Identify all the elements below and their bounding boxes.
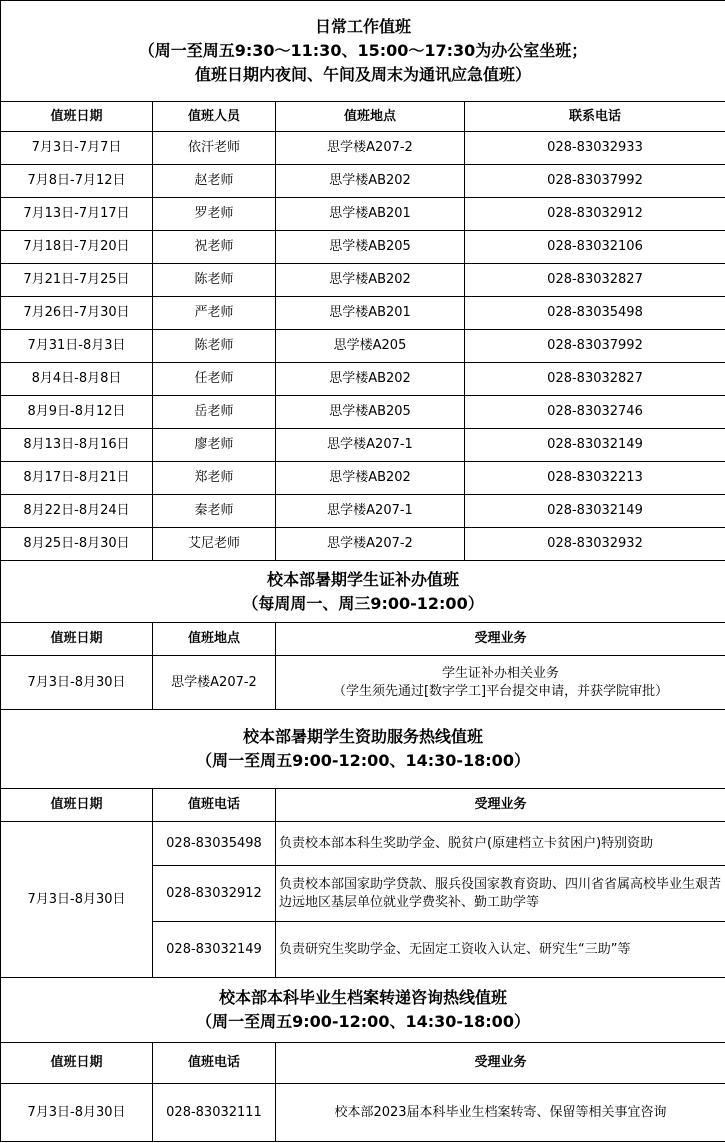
- header-duty-date: 值班日期: [1, 102, 153, 132]
- table-row: [1, 822, 725, 866]
- header-business: 受理业务: [276, 1043, 725, 1084]
- cell-date: 7月18日-7月20日: [1, 231, 153, 264]
- cell-date: 7月21日-7月25日: [1, 264, 153, 297]
- table-row: [1, 363, 725, 396]
- cell-date: 7月3日-7月7日: [1, 132, 153, 165]
- section1-title-line: 值班日期内夜间、午间及周末为通讯应急值班）: [195, 65, 532, 84]
- section3-title-line: （周一至周五9:00-12:00、14:30-18:00）: [196, 751, 530, 770]
- cell-phone: 028-83032106: [465, 231, 725, 264]
- section2-title: [1, 561, 725, 623]
- cell-place: 思学楼AB202: [276, 462, 465, 495]
- cell-place: 思学楼AB205: [276, 396, 465, 429]
- business-line: （学生须先通过[数字学工]平台提交申请，并获学院审批）: [332, 683, 669, 699]
- cell-phone: 028-83032827: [465, 363, 725, 396]
- section1-title: [1, 1, 725, 102]
- cell-phone: 028-83032149: [465, 495, 725, 528]
- table-row: [1, 330, 725, 363]
- cell-date: 8月4日-8月8日: [1, 363, 153, 396]
- cell-business: 负责研究生奖助学金、无固定工资收入认定、研究生“三助”等: [276, 922, 725, 978]
- cell-date: 7月3日-8月30日: [1, 822, 153, 978]
- section1-title-line: （周一至周五9:30～11:30、15:00～17:30为办公室坐班；: [138, 41, 588, 60]
- header-duty-phone: 值班电话: [153, 1043, 276, 1084]
- table-row: [1, 231, 725, 264]
- cell-date: 7月26日-7月30日: [1, 297, 153, 330]
- header-duty-date: 值班日期: [1, 789, 153, 822]
- table-row: [1, 429, 725, 462]
- table-row: [1, 165, 725, 198]
- cell-date: 7月3日-8月30日: [1, 1084, 153, 1142]
- cell-date: 8月13日-8月16日: [1, 429, 153, 462]
- table-row: [1, 528, 725, 561]
- cell-person: 任老师: [153, 363, 276, 396]
- cell-phone: 028-83032213: [465, 462, 725, 495]
- header-duty-date: 值班日期: [1, 1043, 153, 1084]
- section3-title-line: 校本部暑期学生资助服务热线值班: [243, 727, 484, 746]
- cell-place: 思学楼AB202: [276, 165, 465, 198]
- cell-person: 赵老师: [153, 165, 276, 198]
- cell-place: 思学楼AB202: [276, 363, 465, 396]
- header-duty-person: 值班人员: [153, 102, 276, 132]
- cell-phone: 028-83032912: [465, 198, 725, 231]
- cell-place: 思学楼A207-1: [276, 495, 465, 528]
- cell-place: 思学楼A207-2: [153, 656, 276, 710]
- section2-title-line: （每周周一、周三9:00-12:00）: [242, 593, 484, 613]
- cell-date: 8月17日-8月21日: [1, 462, 153, 495]
- cell-phone: 028-83037992: [465, 330, 725, 363]
- cell-person: 郑老师: [153, 462, 276, 495]
- header-duty-place: 值班地点: [276, 102, 465, 132]
- cell-person: 艾尼老师: [153, 528, 276, 561]
- header-duty-place: 值班地点: [153, 623, 276, 656]
- business-line: 学生证补办相关业务: [442, 665, 560, 681]
- cell-date: 7月31日-8月3日: [1, 330, 153, 363]
- cell-place: 思学楼A207-2: [276, 132, 465, 165]
- cell-person: 秦老师: [153, 495, 276, 528]
- cell-business: 校本部2023届本科毕业生档案转寄、保留等相关事宜咨询: [276, 1084, 725, 1142]
- cell-person: 陈老师: [153, 330, 276, 363]
- cell-place: 思学楼AB201: [276, 297, 465, 330]
- cell-phone: 028-83032932: [465, 528, 725, 561]
- table-row: [1, 132, 725, 165]
- header-duty-phone: 值班电话: [153, 789, 276, 822]
- table-row: [1, 656, 725, 710]
- cell-date: 8月9日-8月12日: [1, 396, 153, 429]
- cell-business: 负责校本部国家助学贷款、服兵役国家教育资助、四川省省属高校毕业生艰苦边远地区基层单位就业学费奖补、勤工助学等: [276, 866, 725, 922]
- table-row: [1, 198, 725, 231]
- cell-phone: 028-83032912: [153, 866, 276, 922]
- section3-title: [1, 710, 725, 789]
- table-row: [1, 396, 725, 429]
- cell-phone: 028-83037992: [465, 165, 725, 198]
- cell-date: 8月22日-8月24日: [1, 495, 153, 528]
- cell-place: 思学楼A207-1: [276, 429, 465, 462]
- cell-phone: 028-83035498: [465, 297, 725, 330]
- cell-date: 7月3日-8月30日: [1, 656, 153, 710]
- cell-phone: 028-83032149: [465, 429, 725, 462]
- table-row: [1, 297, 725, 330]
- cell-date: 7月8日-7月12日: [1, 165, 153, 198]
- cell-phone: 028-83032111: [153, 1084, 276, 1142]
- section4-title-line: 校本部本科毕业生档案转递咨询热线值班: [219, 988, 508, 1007]
- cell-person: 罗老师: [153, 198, 276, 231]
- table-row: [1, 462, 725, 495]
- section1-title-line: 日常工作值班: [315, 17, 412, 36]
- cell-business: 负责校本部本科生奖助学金、脱贫户(原建档立卡贫困户)特别资助: [276, 822, 725, 866]
- cell-date: 7月13日-7月17日: [1, 198, 153, 231]
- cell-place: 思学楼AB201: [276, 198, 465, 231]
- header-duty-date: 值班日期: [1, 623, 153, 656]
- cell-business: [276, 656, 725, 710]
- table-row: [1, 1084, 725, 1142]
- cell-person: 廖老师: [153, 429, 276, 462]
- cell-phone: 028-83035498: [153, 822, 276, 866]
- header-business: 受理业务: [276, 623, 725, 656]
- cell-place: 思学楼AB205: [276, 231, 465, 264]
- table-row: [1, 495, 725, 528]
- table-row: [1, 264, 725, 297]
- cell-person: 依汗老师: [153, 132, 276, 165]
- header-contact-phone: 联系电话: [465, 102, 725, 132]
- cell-phone: 028-83032827: [465, 264, 725, 297]
- cell-person: 严老师: [153, 297, 276, 330]
- cell-phone: 028-83032746: [465, 396, 725, 429]
- cell-place: 思学楼AB202: [276, 264, 465, 297]
- header-business: 受理业务: [276, 789, 725, 822]
- cell-person: 陈老师: [153, 264, 276, 297]
- section4-title: [1, 978, 725, 1043]
- cell-place: 思学楼A207-2: [276, 528, 465, 561]
- cell-person: 祝老师: [153, 231, 276, 264]
- section2-title-line: 校本部暑期学生证补办值班: [267, 569, 460, 589]
- cell-phone: 028-83032933: [465, 132, 725, 165]
- cell-person: 岳老师: [153, 396, 276, 429]
- cell-phone: 028-83032149: [153, 922, 276, 978]
- cell-date: 8月25日-8月30日: [1, 528, 153, 561]
- cell-place: 思学楼A205: [276, 330, 465, 363]
- section4-title-line: （周一至周五9:00-12:00、14:30-18:00）: [196, 1012, 530, 1031]
